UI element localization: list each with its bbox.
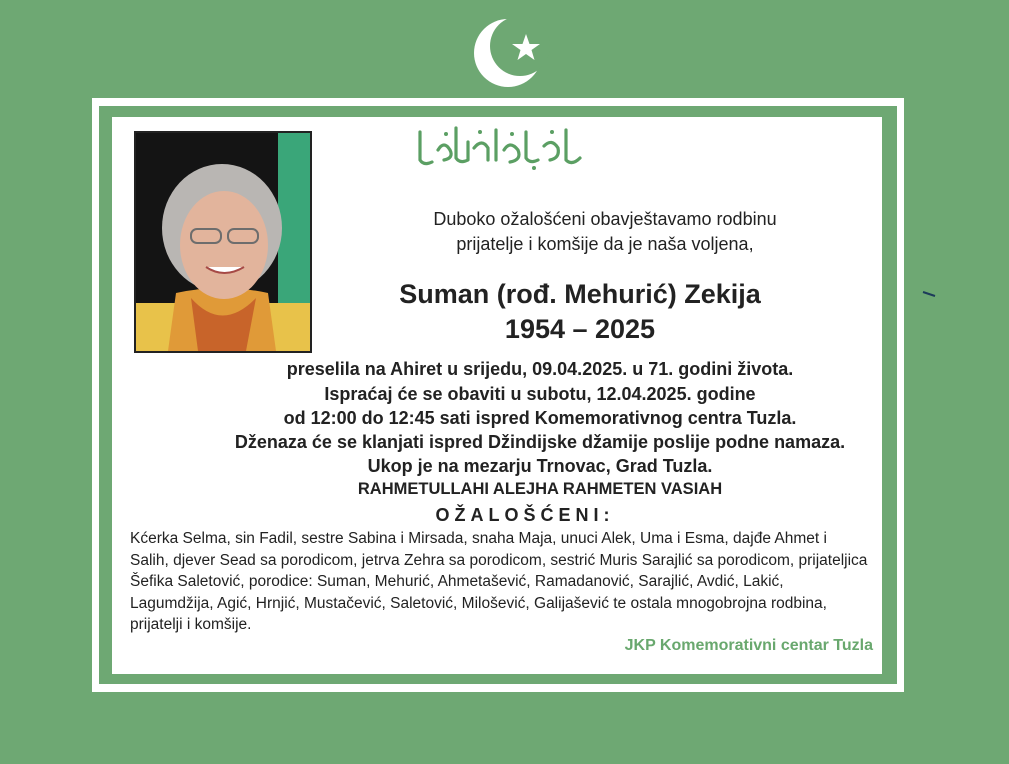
detail-line-1: preselila na Ahiret u srijedu, 09.04.2025. u 71. godini života. — [286, 359, 794, 379]
portrait-photo — [134, 131, 312, 353]
intro-line-1: Duboko ožalošćeni obavještavamo rodbinu — [433, 209, 777, 229]
deceased-name: Suman (rođ. Mehurić) Zekija — [399, 279, 761, 309]
detail-line-4: Dženaza će se klanjati ispred Džindijske džamije poslije podne namaza. — [234, 432, 846, 452]
deceased-years: 1954 – 2025 — [504, 314, 656, 344]
organization-label: JKP Komemorativni centar Tuzla — [624, 637, 873, 654]
stray-mark-icon — [922, 291, 936, 297]
crescent-star-icon — [468, 8, 554, 94]
detail-line-2: Ispraćaj će se obaviti u subotu, 12.04.2025. godine — [324, 384, 756, 404]
intro-line-2: prijatelje i komšije da je naša voljena, — [456, 234, 754, 254]
detail-line-6: RAHMETULLAHI ALEJHA RAHMETEN VASIAH — [357, 480, 723, 498]
mourners-list: Kćerka Selma, sin Fadil, sestre Sabina i Mirsada, snaha Maja, unuci Alek, Uma i Esma, dajđe Ahmet i Salih, djever Sead sa porodicom, jetrva Zehra sa porodicom, sestrić Muris Sarajlić sa porodicom, prijateljica Šefika Saletović, porodice: Suman, Mehurić, Ahmetašević, Ramadanović, Sarajlić, Avdić, Lakić, Lagumdžija, Agić, Hrnjić, Mustačević, Saletović, Milošević, Galijašević te ostala mnogobrojna rodbina, prijatelji i komšije. — [130, 530, 868, 633]
arabic-calligraphy-icon — [410, 120, 590, 172]
detail-line-5: Ukop je na mezarju Trnovac, Grad Tuzla. — [367, 456, 713, 476]
mourners-title: OŽALOŠĆENI: — [435, 505, 615, 525]
detail-line-3: od 12:00 do 12:45 sati ispred Komemorativnog centra Tuzla. — [283, 408, 797, 428]
